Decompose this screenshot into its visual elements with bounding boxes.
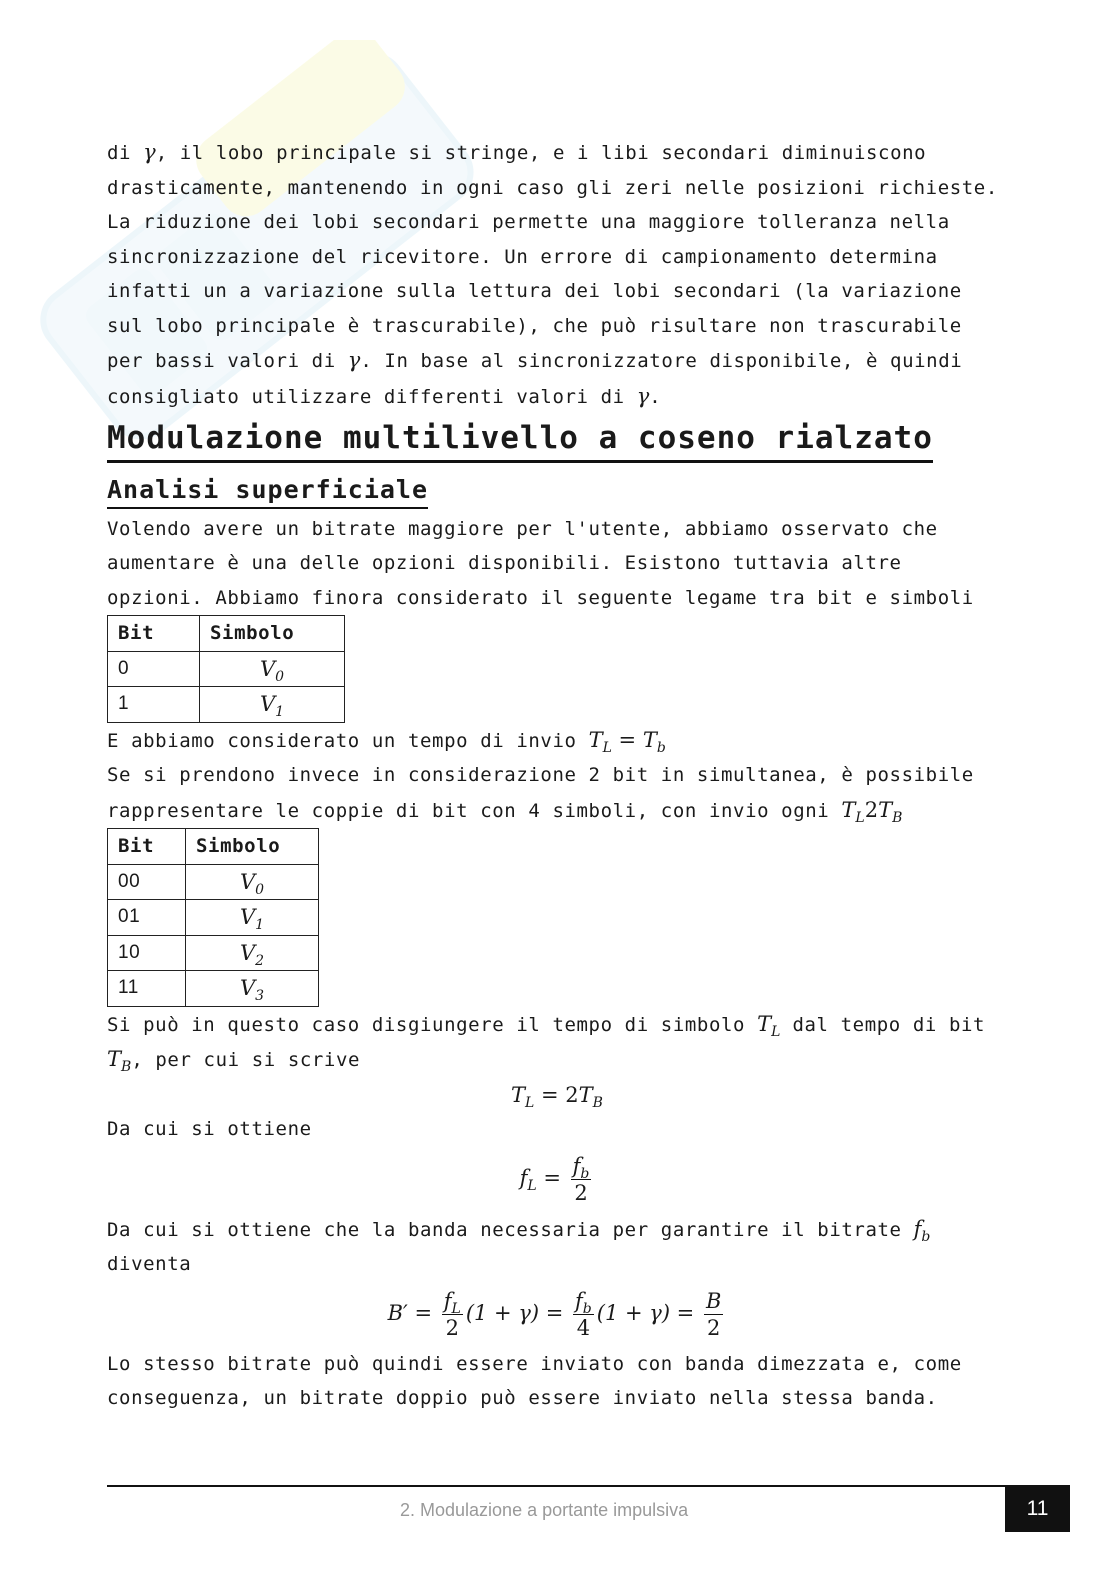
symbol-cell: $V_1$ — [200, 687, 345, 723]
paragraph-bandwidth: Da cui si ottiene che la banda necessaria per garantire il bitrate $f_b$ diventa — [107, 1216, 931, 1275]
table-header-symbol: Simbolo — [186, 829, 319, 865]
bit-cell: 01 — [108, 900, 186, 936]
symbol-cell: $V_1$ — [186, 900, 319, 936]
footer-chapter-title: 2. Modulazione a portante impulsiva — [400, 1500, 689, 1520]
equation-symbol-time: $T_L = 2T_B$ — [511, 1082, 603, 1111]
table-row — [108, 651, 345, 687]
paragraph-two-bits: Se si prendono invece in considerazione 2 bit in simultanea, è possibile rappresentare le coppie di bit con 4 simboli, con invio ogni $T_L2T_B$ — [107, 764, 974, 826]
bit-symbol-table-1 — [107, 615, 345, 723]
paragraph-disjoin: Si può in questo caso disgiungere il tempo di simbolo $T_L$ dal tempo di bit $T_B$, per cui si scrive — [107, 1011, 986, 1075]
intro-paragraph: di γ, il lobo principale si stringe, e i libi secondari diminuiscono drasticamente, mantenendo in ogni caso gli zeri nelle posizioni richieste. La riduzione dei lobi secondari permette una maggiore tolleranza nella sincronizzazione del ricevitore. Un errore di campionamento determina infatti un a variazione sulla lettura dei lobi secondari (la variazione sul lobo principale è trascurabile), che può risultare non trascurabile per bassi valori di γ. In base al sincronizzatore disponibile, è quindi consigliato utilizzare differenti valori di γ. — [107, 140, 998, 408]
bit-cell: 1 — [108, 687, 200, 723]
table-row — [108, 687, 345, 723]
symbol-cell: $V_3$ — [186, 971, 319, 1007]
paragraph-bitrate: Volendo avere un bitrate maggiore per l'utente, abbiamo osservato che aumentare è una delle opzioni disponibili. Esistono tuttavia altre opzioni. Abbiamo finora considerato il seguente legame tra bit e simboli — [107, 517, 974, 609]
paragraph-send-time: E abbiamo considerato un tempo di invio $T_L = T_b$ — [107, 727, 666, 756]
symbol-cell: $V_0$ — [186, 864, 319, 900]
bit-cell: 11 — [108, 971, 186, 1007]
table-row — [108, 935, 319, 971]
table-row — [108, 900, 319, 936]
table-header-bit: Bit — [108, 616, 200, 652]
bit-cell: 00 — [108, 864, 186, 900]
paragraph-obtain: Da cui si ottiene — [107, 1118, 312, 1140]
page-content — [107, 135, 1007, 1416]
table-header-symbol: Simbolo — [200, 616, 345, 652]
table-row — [108, 971, 319, 1007]
footer-divider — [107, 1485, 1070, 1487]
subsection-heading: Analisi superficiale — [107, 473, 428, 509]
table-header-bit: Bit — [108, 829, 186, 865]
bit-cell: 0 — [108, 651, 200, 687]
equation-bandwidth: B′ = $\frac{f_L}{2}$ (1 + γ) = $\frac{f_b}{4}$ (1 + γ) = $\frac{B}{2}$ — [387, 1288, 722, 1340]
page-number: 11 — [1005, 1486, 1070, 1532]
table-row — [108, 864, 319, 900]
equation-symbol-frequency: $f_L$ = $\frac{f_b}{2}$ — [519, 1153, 590, 1205]
symbol-cell: $V_0$ — [200, 651, 345, 687]
paragraph-conclusion: Lo stesso bitrate può quindi essere inviato con banda dimezzata e, come conseguenza, un bitrate doppio può essere inviato nella stessa banda. — [107, 1352, 962, 1409]
bit-symbol-table-2 — [107, 828, 319, 1007]
section-heading: Modulazione multilivello a coseno rialzato — [107, 416, 933, 463]
symbol-cell: $V_2$ — [186, 935, 319, 971]
bit-cell: 10 — [108, 935, 186, 971]
